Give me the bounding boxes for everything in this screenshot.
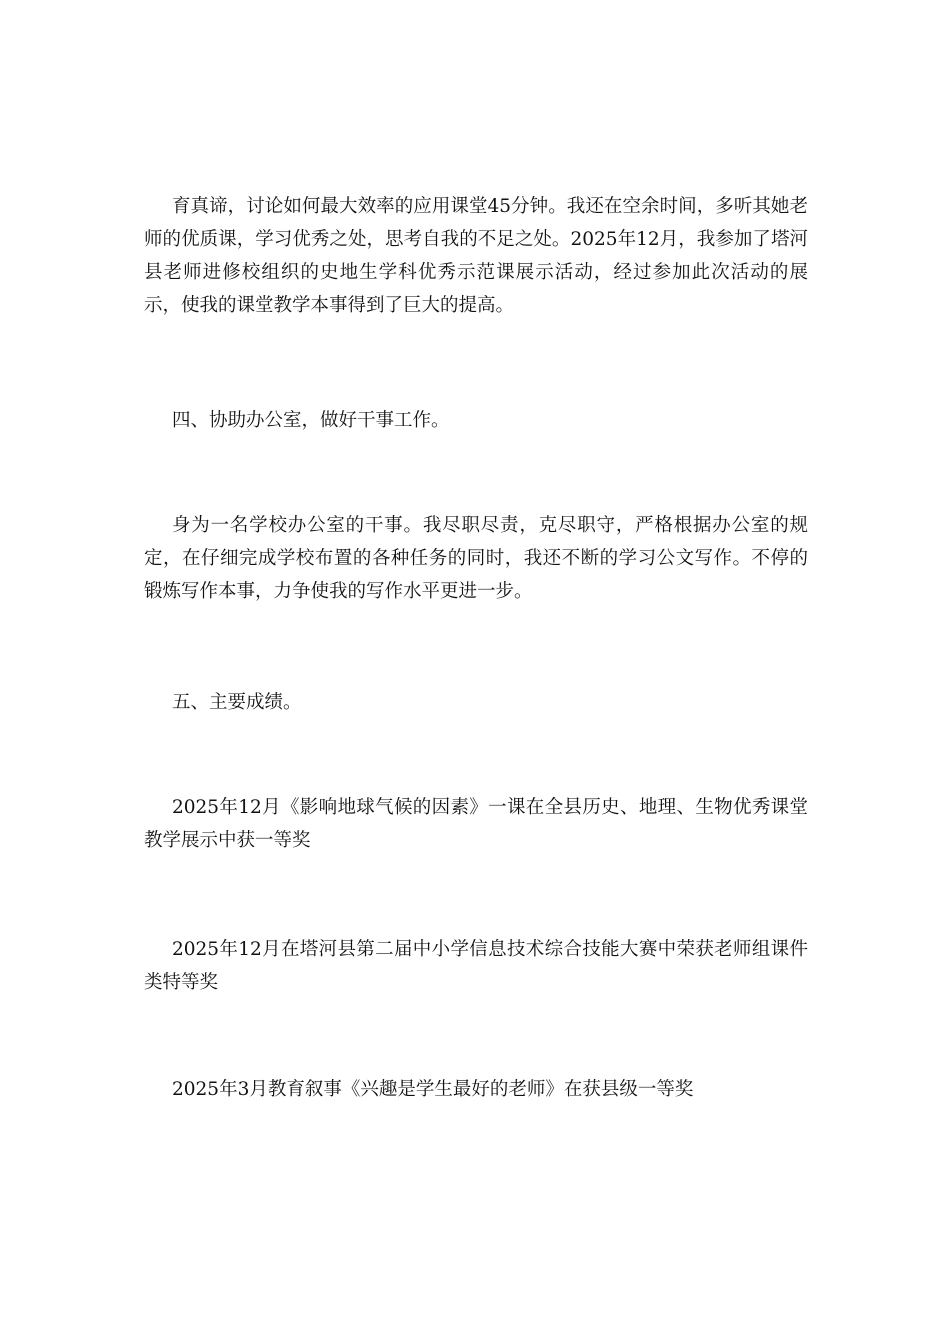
section-heading-office-work: 四、协助办公室，做好干事工作。: [172, 410, 450, 431]
achievement-item-3: 2025年3月教育叙事《兴趣是学生最好的老师》在获县级一等奖: [172, 1079, 694, 1100]
achievement-item-1: 2025年12月《影响地球气候的因素》一课在全县历史、地理、生物优秀课堂教学展示中获一等奖: [144, 797, 808, 851]
paragraph-teaching-practice: 育真谛，讨论如何最大效率的应用课堂45分钟。我还在空余时间，多听其她老师的优质课，学习优秀之处，思考自我的不足之处。2025年12月，我参加了塔河县老师进修校组织的史地生学科优秀示范课展示活动，经过参加此次活动的展示，使我的课堂教学本事得到了巨大的提高。: [144, 196, 808, 316]
achievement-item-2: 2025年12月在塔河县第二届中小学信息技术综合技能大赛中荣获老师组课件类特等奖: [144, 939, 808, 993]
paragraph-office-duties: 身为一名学校办公室的干事。我尽职尽责，克尽职守，严格根据办公室的规定，在仔细完成学校布置的各种任务的同时，我还不断的学习公文写作。不停的锻炼写作本事，力争使我的写作水平更进一步。: [144, 515, 808, 602]
section-heading-achievements: 五、主要成绩。: [172, 692, 302, 713]
